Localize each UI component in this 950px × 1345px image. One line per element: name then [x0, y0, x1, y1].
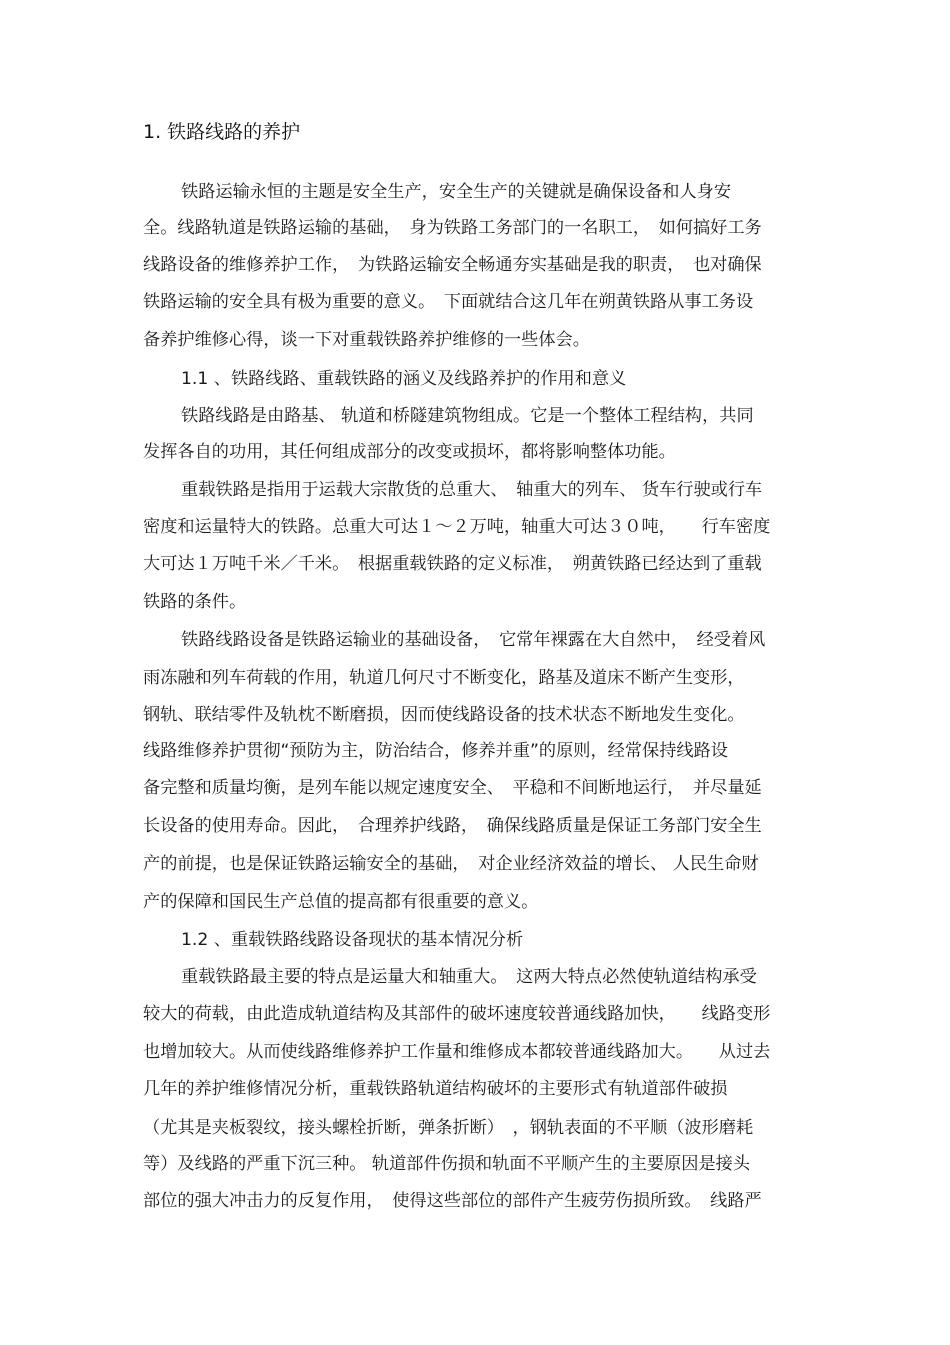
- paragraph-line: 雨冻融和列车荷载的作用，轨道几何尺寸不断变化，路基及道床不断产生变形，: [143, 668, 745, 688]
- paragraph-line: 也增加较大。从而使线路维修养护工作量和维修成本都较普通线路加大。 从过去: [143, 1042, 771, 1062]
- paragraph-line: 线路维修养护贯彻“预防为主，防治结合，修养并重”的原则，经常保持线路设: [143, 741, 728, 761]
- paragraph-line: 密度和运量特大的铁路。总重大可达１～２万吨，轴重大可达３０吨， 行车密度: [143, 517, 771, 537]
- paragraph-line: 铁路线路设备是铁路运输业的基础设备， 它常年裸露在大自然中， 经受着风: [181, 630, 766, 650]
- subsection-heading: 1.1 、铁路线路、重载铁路的涵义及线路养护的作用和意义: [181, 369, 627, 389]
- paragraph-line: 较大的荷载，由此造成轨道结构及其部件的破坏速度较普通线路加快， 线路变形: [143, 1004, 771, 1024]
- paragraph-line: 大可达１万吨千米／千米。 根据重载铁路的定义标准， 朔黄铁路已经达到了重载: [143, 554, 762, 574]
- paragraph-line: 钢轨、联结零件及轨枕不断磨损，因而使线路设备的技术状态不断地发生变化。: [143, 705, 745, 725]
- paragraph-line: 长设备的使用寿命。因此， 合理养护线路， 确保线路质量是保证工务部门安全生: [143, 816, 762, 836]
- paragraph-line: 重载铁路最主要的特点是运量大和轴重大。 这两大特点必然使轨道结构承受: [181, 967, 757, 987]
- paragraph-line: 等）及线路的严重下沉三种。 轨道部件伤损和轨面不平顺产生的主要原因是接头: [143, 1154, 751, 1174]
- paragraph-line: 铁路线路是由路基、 轨道和桥隧建筑物组成。它是一个整体工程结构，共同: [181, 406, 754, 426]
- paragraph-line: 几年的养护维修情况分析，重载铁路轨道结构破坏的主要形式有轨道部件破损: [143, 1079, 728, 1099]
- paragraph-line: 全。线路轨道是铁路运输的基础， 身为铁路工务部门的一名职工， 如何搞好工务: [143, 218, 762, 238]
- subsection-heading: 1.2 、重载铁路线路设备现状的基本情况分析: [181, 930, 524, 950]
- section-title: 1. 铁路线路的养护: [143, 121, 301, 143]
- paragraph-line: 铁路的条件。: [143, 592, 247, 612]
- paragraph-line: （尤其是夹板裂纹，接头螺栓折断，弹条折断） ，钢轨表面的不平顺（波形磨耗: [143, 1118, 754, 1138]
- paragraph-line: 线路设备的维修养护工作， 为铁路运输安全畅通夯实基础是我的职责， 也对确保: [143, 255, 762, 275]
- paragraph-line: 备养护维修心得，谈一下对重载铁路养护维修的一些体会。: [143, 330, 590, 350]
- paragraph-line: 铁路运输的安全具有极为重要的意义。 下面就结合这几年在朔黄铁路从事工务设: [143, 292, 754, 312]
- paragraph-line: 部位的强大冲击力的反复作用， 使得这些部位的部件产生疲劳伤损所致。 线路严: [143, 1191, 762, 1211]
- paragraph-line: 产的保障和国民生产总值的提高都有很重要的意义。: [143, 892, 539, 912]
- paragraph-line: 发挥各自的功用，其任何组成部分的改变或损坏，都将影响整体功能。: [143, 442, 676, 462]
- paragraph-line: 重载铁路是指用于运载大宗散货的总重大、 轴重大的列车、 货车行驶或行车: [181, 480, 763, 500]
- paragraph-line: 产的前提，也是保证铁路运输安全的基础， 对企业经济效益的增长、 人民生命财: [143, 854, 759, 874]
- paragraph-line: 铁路运输永恒的主题是安全生产，安全生产的关键就是确保设备和人身安: [181, 182, 732, 202]
- paragraph-line: 备完整和质量均衡，是列车能以规定速度安全、 平稳和不间断地运行， 并尽量延: [143, 778, 762, 798]
